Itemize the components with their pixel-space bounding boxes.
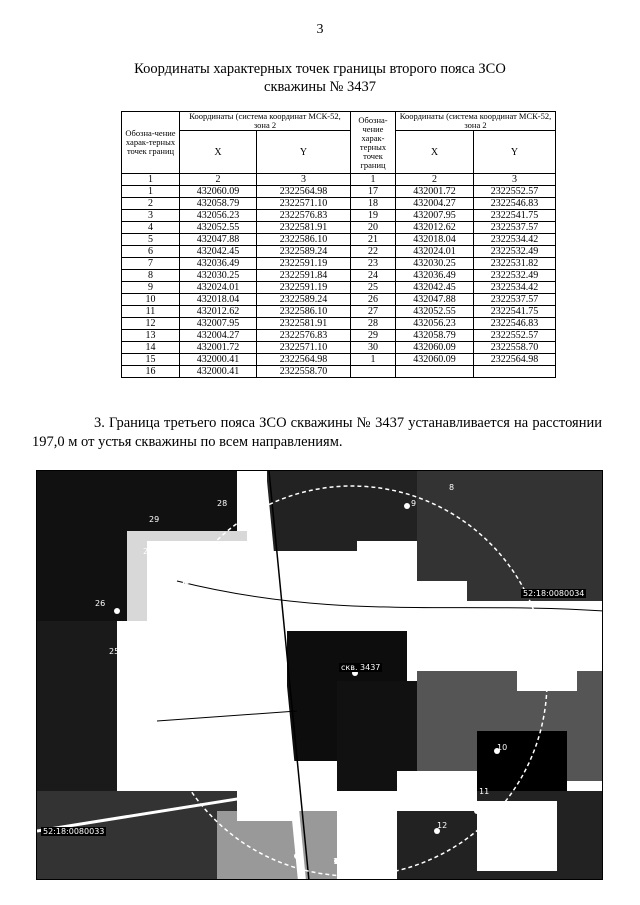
table-cell: 13 xyxy=(122,330,180,342)
table-cell: 9 xyxy=(122,282,180,294)
map-point-label: 14 xyxy=(333,857,344,866)
table-row xyxy=(122,258,556,270)
table-cell: 432012.62 xyxy=(180,306,257,318)
map-point-label: 29 xyxy=(149,515,160,524)
table-cell: 2322546.83 xyxy=(474,318,556,330)
table-cell xyxy=(396,366,474,378)
table-cell: 2322558.70 xyxy=(474,342,556,354)
table-cell: 432018.04 xyxy=(396,234,474,246)
header-coords-right: Координаты (система координат МСК-52, зона 2 xyxy=(396,112,556,131)
table-cell: 24 xyxy=(351,270,396,282)
table-cell: 29 xyxy=(351,330,396,342)
paragraph-third-zone: 3. Граница третьего пояса ЗСО скважины № 3437 устанавливается на расстоянии 197,0 м от устья скважины по всем направлениям. xyxy=(32,415,602,450)
table-cell: 432030.25 xyxy=(396,258,474,270)
table-cell: 432007.95 xyxy=(180,318,257,330)
column-number: 3 xyxy=(257,174,351,186)
table-cell: 432000.41 xyxy=(180,366,257,378)
table-cell: 2322541.75 xyxy=(474,210,556,222)
table-cell: 2322537.57 xyxy=(474,222,556,234)
table-cell: 432001.72 xyxy=(180,342,257,354)
table-row xyxy=(122,306,556,318)
table-row xyxy=(122,294,556,306)
table-cell: 432042.45 xyxy=(396,282,474,294)
table-cell: 432047.88 xyxy=(180,234,257,246)
table-row xyxy=(122,282,556,294)
table-cell: 432060.09 xyxy=(396,342,474,354)
table-cell: 1 xyxy=(122,186,180,198)
header-y-left: Y xyxy=(257,131,351,174)
header-y-right: Y xyxy=(474,131,556,174)
map-point-label: 25 xyxy=(109,647,120,656)
table-cell: 2322537.57 xyxy=(474,294,556,306)
table-cell: 432036.49 xyxy=(396,270,474,282)
table-cell: 1 xyxy=(351,354,396,366)
table-row xyxy=(122,210,556,222)
map-image xyxy=(37,471,603,880)
table-cell: 432058.79 xyxy=(180,198,257,210)
table-cell: 2322552.57 xyxy=(474,330,556,342)
table-body xyxy=(122,186,556,378)
cadastral-label-bottom-left: 52:18:0080033 xyxy=(43,827,105,836)
table-cell: 432060.09 xyxy=(180,186,257,198)
map-point-label: 24 xyxy=(117,701,128,710)
cadastral-label-top-right: 52:18:0080034 xyxy=(523,589,585,598)
table-cell: 6 xyxy=(122,246,180,258)
table-row xyxy=(122,330,556,342)
table-cell: 432030.25 xyxy=(180,270,257,282)
table-cell: 2322546.83 xyxy=(474,198,556,210)
table-cell: 432060.09 xyxy=(396,354,474,366)
map-point-label: 11 xyxy=(479,787,490,796)
table-cell: 28 xyxy=(351,318,396,330)
table-cell: 432052.55 xyxy=(396,306,474,318)
table-cell: 27 xyxy=(351,306,396,318)
table-cell: 21 xyxy=(351,234,396,246)
column-number: 1 xyxy=(351,174,396,186)
table-cell: 432052.55 xyxy=(180,222,257,234)
table-cell: 23 xyxy=(351,258,396,270)
table-cell: 432007.95 xyxy=(396,210,474,222)
table-cell: 2322534.42 xyxy=(474,282,556,294)
table-row xyxy=(122,270,556,282)
map-point-label: 13 xyxy=(383,847,394,856)
table-cell: 2322581.91 xyxy=(257,222,351,234)
table-cell: 2322586.10 xyxy=(257,306,351,318)
map-point-label: 10 xyxy=(497,743,508,752)
table-cell: 432004.27 xyxy=(180,330,257,342)
table-cell: 18 xyxy=(351,198,396,210)
table-cell: 2322558.70 xyxy=(257,366,351,378)
table-cell: 4 xyxy=(122,222,180,234)
table-cell: 5 xyxy=(122,234,180,246)
table-cell: 2322576.83 xyxy=(257,330,351,342)
table-row xyxy=(122,342,556,354)
table-cell: 2322589.24 xyxy=(257,246,351,258)
page-title xyxy=(60,60,580,96)
table-cell: 14 xyxy=(122,342,180,354)
table-cell xyxy=(351,366,396,378)
table-cell: 2322552.57 xyxy=(474,186,556,198)
table-cell: 2322591.84 xyxy=(257,270,351,282)
table-cell: 7 xyxy=(122,258,180,270)
table-cell: 432056.23 xyxy=(396,318,474,330)
column-number: 2 xyxy=(180,174,257,186)
table-cell: 2322564.98 xyxy=(257,354,351,366)
page-number: 3 xyxy=(316,22,324,37)
table-cell: 11 xyxy=(122,306,180,318)
satellite-map xyxy=(36,470,603,880)
table-cell: 2322532.49 xyxy=(474,270,556,282)
table-cell: 20 xyxy=(351,222,396,234)
table-cell: 432036.49 xyxy=(180,258,257,270)
table-cell: 432000.41 xyxy=(180,354,257,366)
table-cell: 2322591.19 xyxy=(257,258,351,270)
table-cell: 2322571.10 xyxy=(257,198,351,210)
table-cell: 432042.45 xyxy=(180,246,257,258)
map-point-label: 27 xyxy=(143,547,154,556)
table-cell: 432004.27 xyxy=(396,198,474,210)
header-coords-left: Координаты (система координат МСК-52, зона 2 xyxy=(180,112,351,131)
table-cell: 432058.79 xyxy=(396,330,474,342)
table-cell: 2322564.98 xyxy=(474,354,556,366)
map-point-label: 9 xyxy=(411,499,417,508)
column-number-row xyxy=(122,174,556,186)
table-cell: 2322541.75 xyxy=(474,306,556,318)
map-point-label: 23 xyxy=(123,741,134,750)
map-point-label: 8 xyxy=(449,483,455,492)
table-row xyxy=(122,366,556,378)
table-cell: 2322591.19 xyxy=(257,282,351,294)
table-cell: 2322589.24 xyxy=(257,294,351,306)
table-cell: 8 xyxy=(122,270,180,282)
table-row xyxy=(122,198,556,210)
table-cell: 19 xyxy=(351,210,396,222)
table-cell: 16 xyxy=(122,366,180,378)
column-number: 2 xyxy=(396,174,474,186)
table-cell: 432047.88 xyxy=(396,294,474,306)
table-cell: 10 xyxy=(122,294,180,306)
header-point-left: Обозна-чение харак-терных точек границ xyxy=(122,112,180,174)
map-point-label: 26 xyxy=(95,599,106,608)
well-label: скв. 3437 xyxy=(341,663,381,672)
header-x-left: X xyxy=(180,131,257,174)
table-cell: 2322564.98 xyxy=(257,186,351,198)
table-cell: 2322532.49 xyxy=(474,246,556,258)
table-cell: 432056.23 xyxy=(180,210,257,222)
table-row xyxy=(122,186,556,198)
table-cell: 432024.01 xyxy=(396,246,474,258)
table-cell: 432024.01 xyxy=(180,282,257,294)
table-cell: 2322576.83 xyxy=(257,210,351,222)
title-line-2: скважины № 3437 xyxy=(264,79,376,95)
table-cell: 2322571.10 xyxy=(257,342,351,354)
table-cell: 25 xyxy=(351,282,396,294)
column-number: 1 xyxy=(122,174,180,186)
table-cell xyxy=(474,366,556,378)
coordinates-table xyxy=(121,111,556,378)
table-row xyxy=(122,318,556,330)
table-cell: 30 xyxy=(351,342,396,354)
table-cell: 2322534.42 xyxy=(474,234,556,246)
table-cell: 2322586.10 xyxy=(257,234,351,246)
table-row xyxy=(122,354,556,366)
table-cell: 432001.72 xyxy=(396,186,474,198)
table-row xyxy=(122,246,556,258)
header-point-right: Обозна-чение харак-терных точек границ xyxy=(351,112,396,174)
map-point-label: 28 xyxy=(217,499,228,508)
table-row xyxy=(122,234,556,246)
header-x-right: X xyxy=(396,131,474,174)
table-cell: 26 xyxy=(351,294,396,306)
table-cell: 17 xyxy=(351,186,396,198)
table-cell: 12 xyxy=(122,318,180,330)
table-cell: 432018.04 xyxy=(180,294,257,306)
column-number: 3 xyxy=(474,174,556,186)
title-line-1: Координаты характерных точек границы второго пояса ЗСО xyxy=(134,61,506,77)
table-cell: 2 xyxy=(122,198,180,210)
table-cell: 432012.62 xyxy=(396,222,474,234)
table-cell: 15 xyxy=(122,354,180,366)
table-row xyxy=(122,222,556,234)
table-cell: 3 xyxy=(122,210,180,222)
map-point-label: 12 xyxy=(437,821,448,830)
table-cell: 2322581.91 xyxy=(257,318,351,330)
table-cell: 22 xyxy=(351,246,396,258)
table-cell: 2322531.82 xyxy=(474,258,556,270)
